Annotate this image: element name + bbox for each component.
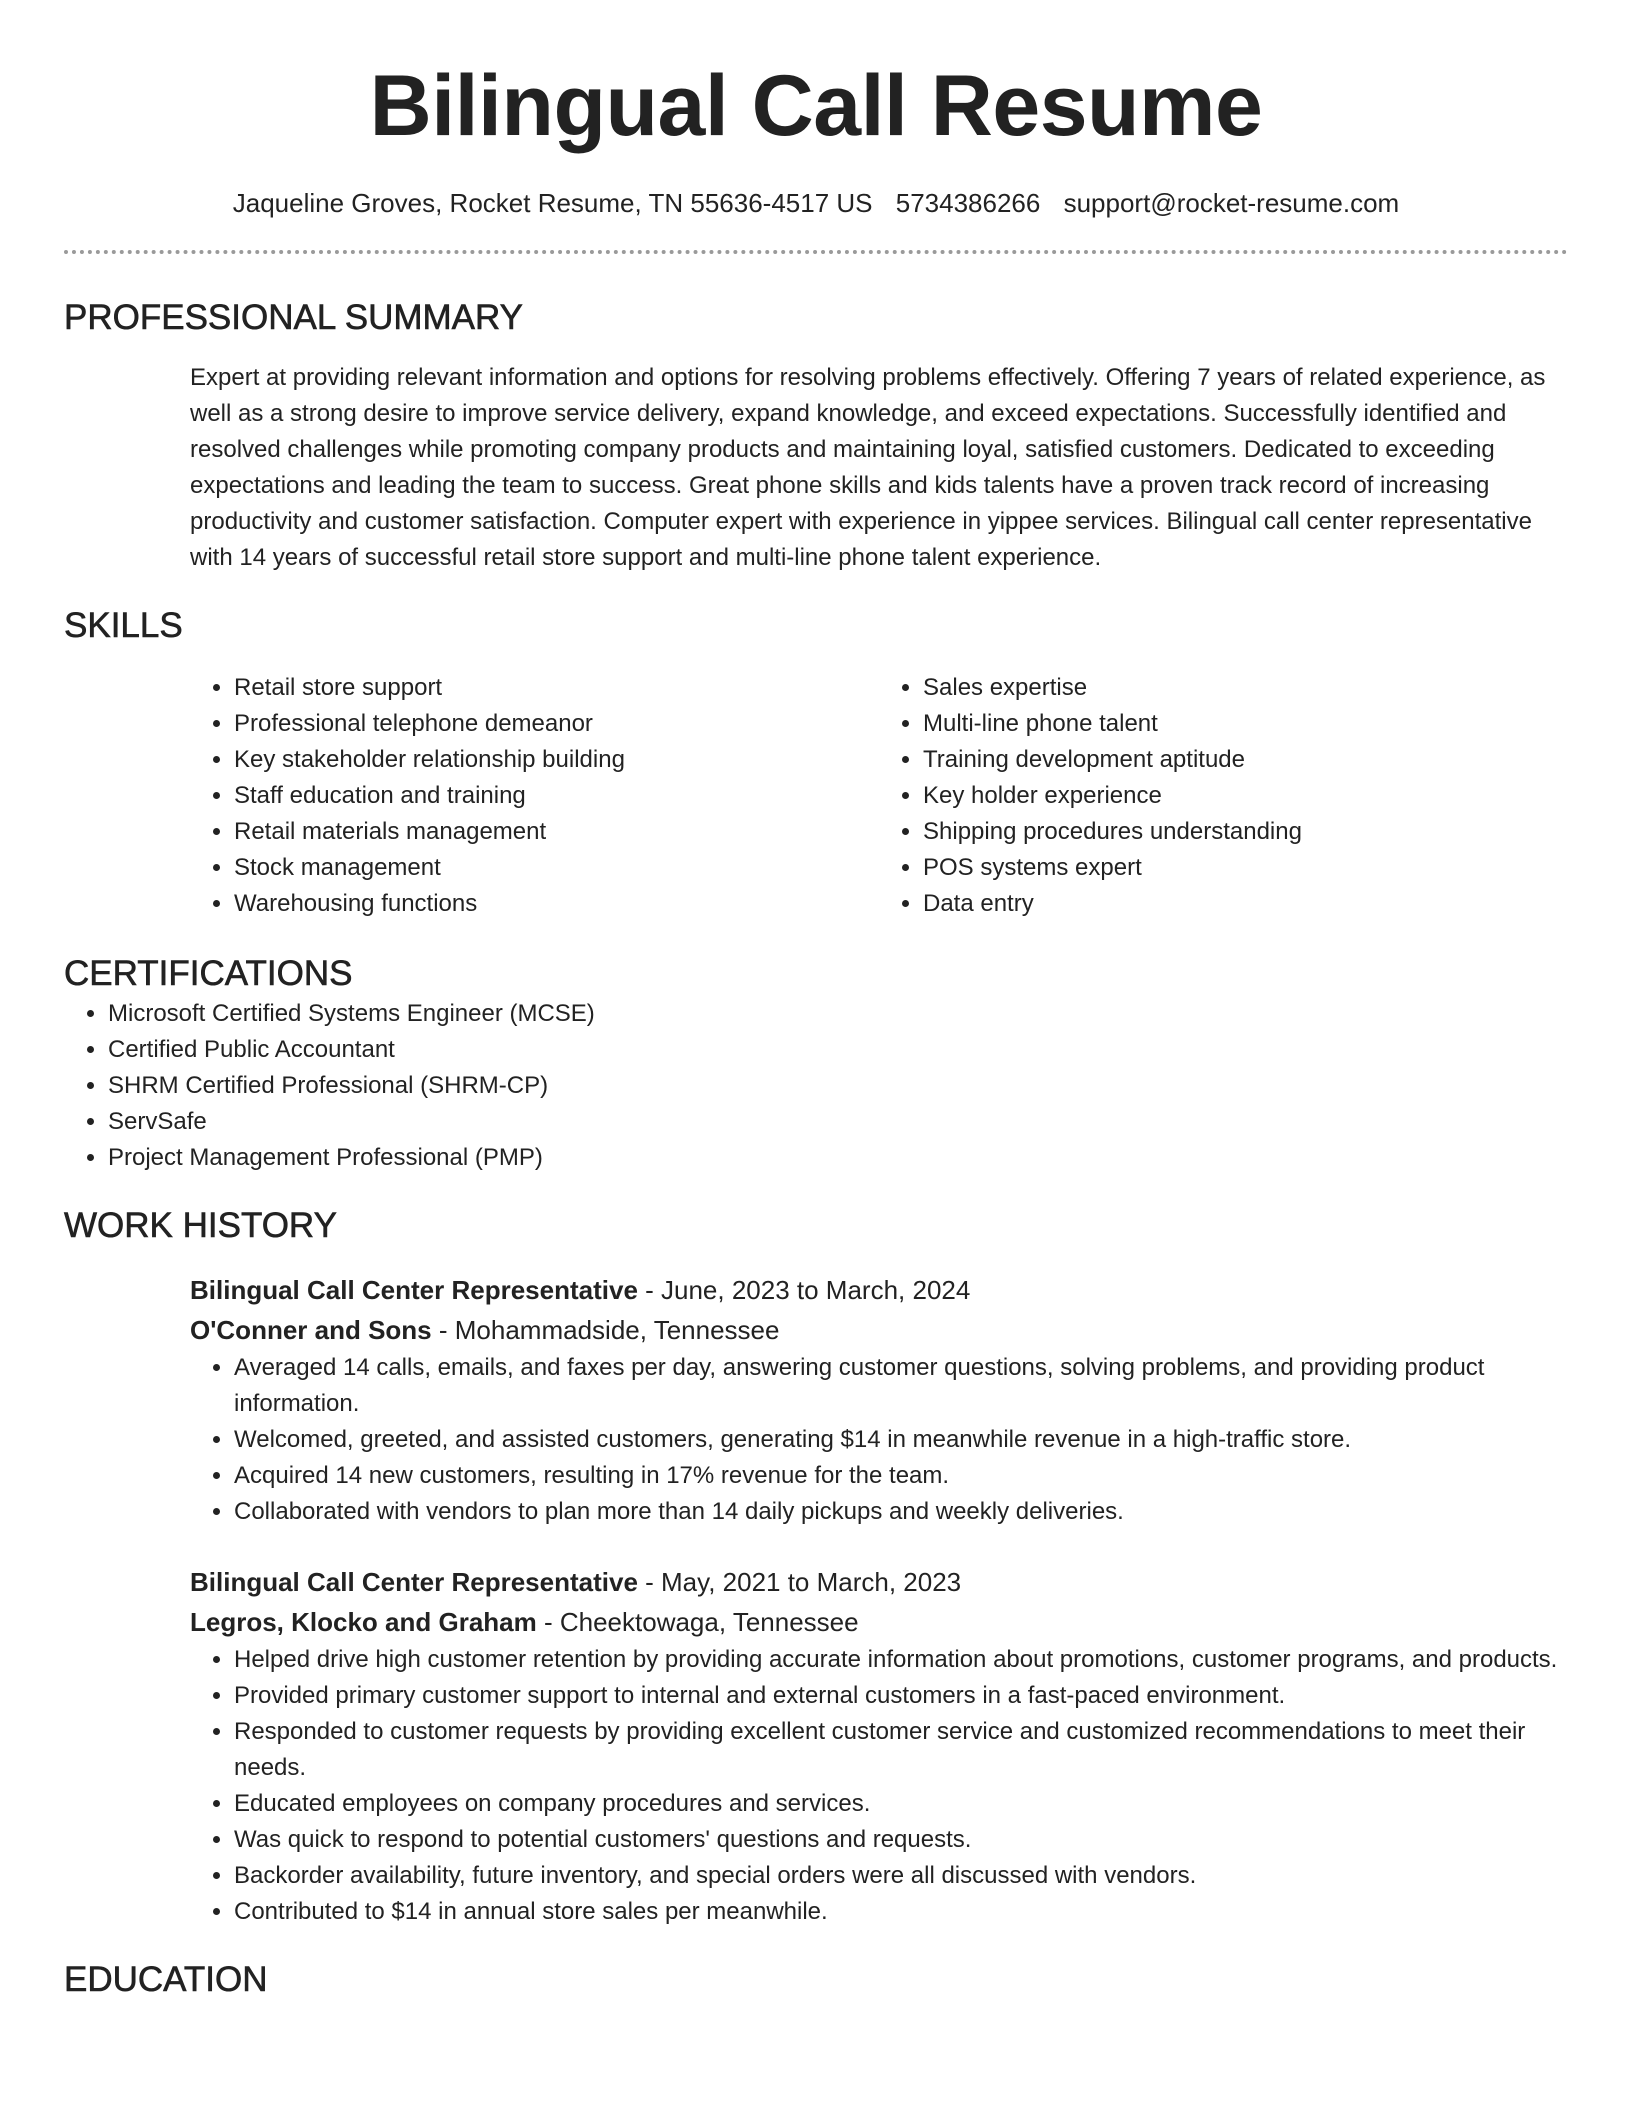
job-bullet: • Provided primary customer support to internal and external customers in a fast-paced environment. (234, 1678, 1568, 1714)
work-history-heading: WORK HISTORY (64, 1206, 337, 1245)
certification-item: • ServSafe (108, 1104, 1568, 1140)
skill-item: • Staff education and training (234, 778, 879, 814)
job-bullet: • Helped drive high customer retention by providing accurate information about promotions, customer programs, and products. (234, 1642, 1568, 1678)
certification-item: • SHRM Certified Professional (SHRM-CP) (108, 1068, 1568, 1104)
job-bullet: • Acquired 14 new customers, resulting in 17% revenue for the team. (234, 1458, 1568, 1494)
skills-list-right (879, 670, 1568, 922)
job-title-line (190, 1270, 1568, 1310)
skill-item: • Professional telephone demeanor (234, 706, 879, 742)
job-dates: - June, 2023 to March, 2024 (637, 1275, 971, 1305)
job-bullet: • Averaged 14 calls, emails, and faxes per day, answering customer questions, solving problems, and providing product information. (234, 1350, 1568, 1422)
job-title-line (190, 1562, 1568, 1602)
job-company: Legros, Klocko and Graham (190, 1607, 537, 1637)
resume-title: Bilingual Call Resume (369, 58, 1263, 154)
certification-item: • Microsoft Certified Systems Engineer (MCSE) (108, 996, 1568, 1032)
skills-heading: SKILLS (64, 606, 183, 645)
job-bullets (190, 1642, 1568, 1930)
header-divider (64, 250, 1568, 254)
job-bullet: • Educated employees on company procedures and services. (234, 1786, 1568, 1822)
job-bullet: • Welcomed, greeted, and assisted customers, generating $14 in meanwhile revenue in a high-traffic store. (234, 1422, 1568, 1458)
job-bullet: • Collaborated with vendors to plan more than 14 daily pickups and weekly deliveries. (234, 1494, 1568, 1530)
education-heading: EDUCATION (64, 1960, 268, 1999)
contact-line (64, 186, 1568, 220)
skills-list-left (190, 670, 879, 922)
job-dates: - May, 2021 to March, 2023 (637, 1567, 962, 1597)
certifications-list (64, 996, 1568, 1176)
job-bullet: • Was quick to respond to potential customers' questions and requests. (234, 1822, 1568, 1858)
job-location: - Mohammadside, Tennessee (431, 1315, 780, 1345)
contact-email: support@rocket-resume.com (1063, 188, 1400, 218)
job-location: - Cheektowaga, Tennessee (536, 1607, 859, 1637)
job-company-line (190, 1310, 1568, 1350)
skill-item: • Shipping procedures understanding (923, 814, 1568, 850)
job-entry (190, 1270, 1568, 1530)
summary-text: Expert at providing relevant information and options for resolving problems effectively. Offering 7 years of related experience, as well as a strong desire to improve service delivery, expand knowledge, and exceed expectations. Successfully identified and resolved challenges while promoting company products and maintaining loyal, satisfied customers. Dedicated to exceeding expectations and leading the team to success. Great phone skills and kids talents have a proven track record of increasing productivity and customer satisfaction. Computer expert with experience in yippee services. Bilingual call center representative with 14 years of successful retail store support and multi-line phone talent experience. (190, 364, 1546, 571)
job-bullets (190, 1350, 1568, 1530)
certification-item: • Certified Public Accountant (108, 1032, 1568, 1068)
skill-item: • Retail store support (234, 670, 879, 706)
skill-item: • Data entry (923, 886, 1568, 922)
certification-item: • Project Management Professional (PMP) (108, 1140, 1568, 1176)
job-company: O'Conner and Sons (190, 1315, 432, 1345)
skill-item: • Key holder experience (923, 778, 1568, 814)
skill-item: • POS systems expert (923, 850, 1568, 886)
skill-item: • Stock management (234, 850, 879, 886)
summary-heading: PROFESSIONAL SUMMARY (64, 298, 523, 337)
skill-item: • Sales expertise (923, 670, 1568, 706)
skill-item: • Warehousing functions (234, 886, 879, 922)
job-entry (190, 1562, 1568, 1930)
job-bullet: • Responded to customer requests by providing excellent customer service and customized recommendations to meet their needs. (234, 1714, 1568, 1786)
skill-item: • Retail materials management (234, 814, 879, 850)
contact-phone: 5734386266 (895, 188, 1041, 218)
job-company-line (190, 1602, 1568, 1642)
contact-address: Jaqueline Groves, Rocket Resume, TN 55636-4517 US (232, 188, 873, 218)
skill-item: • Multi-line phone talent (923, 706, 1568, 742)
skill-item: • Training development aptitude (923, 742, 1568, 778)
job-bullet: • Backorder availability, future inventory, and special orders were all discussed with vendors. (234, 1858, 1568, 1894)
job-bullet: • Contributed to $14 in annual store sales per meanwhile. (234, 1894, 1568, 1930)
job-title: Bilingual Call Center Representative (190, 1275, 638, 1305)
skill-item: • Key stakeholder relationship building (234, 742, 879, 778)
job-title: Bilingual Call Center Representative (190, 1567, 638, 1597)
skills-grid (190, 670, 1568, 922)
certifications-heading: CERTIFICATIONS (64, 954, 353, 993)
